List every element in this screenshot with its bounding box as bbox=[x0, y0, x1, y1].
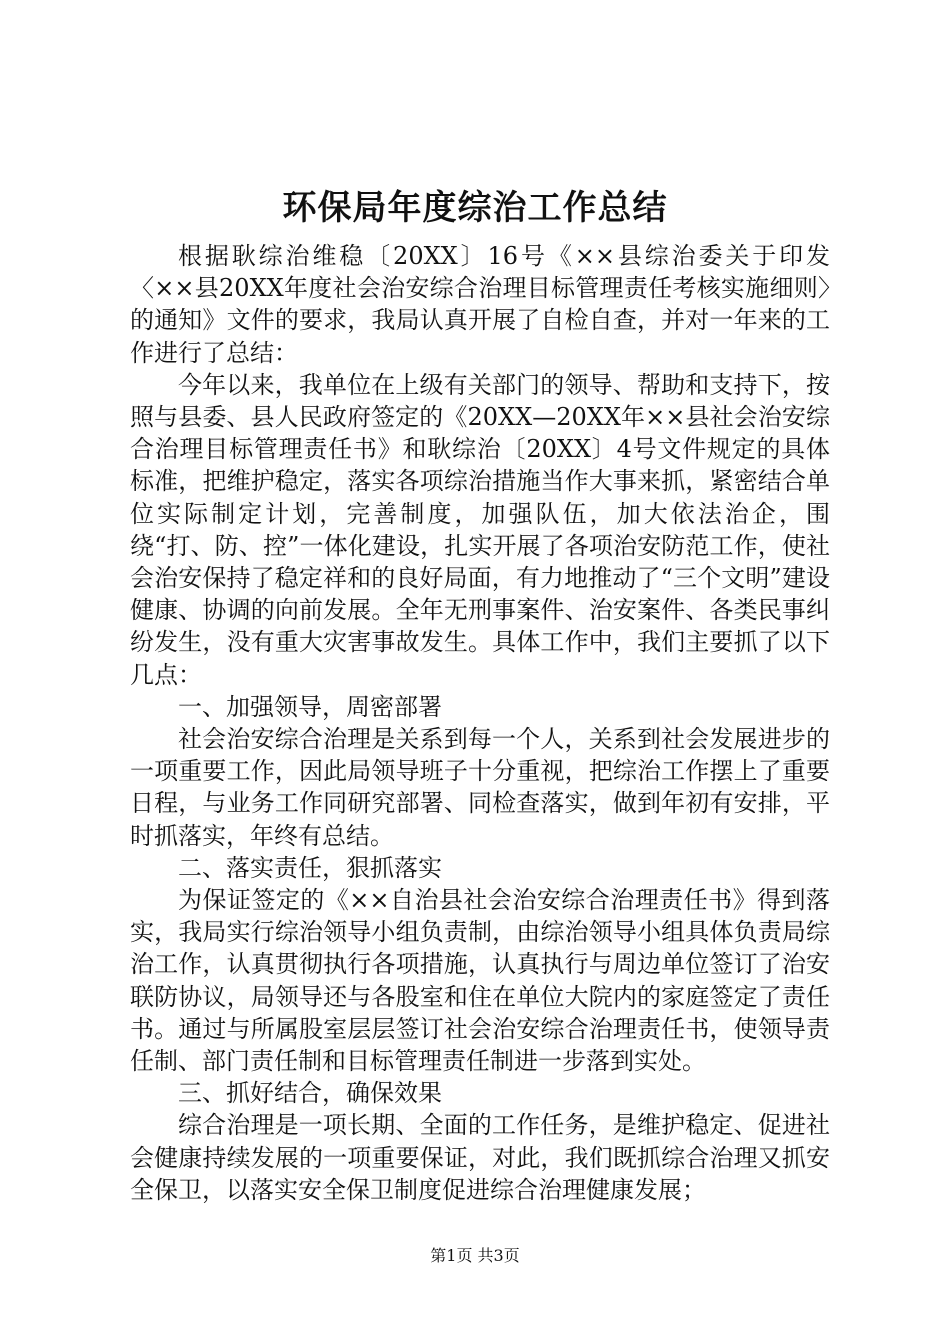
document-body bbox=[130, 240, 830, 1206]
paragraph-intro: 根据耿综治维稳〔20XX〕16号《××县综治委关于印发〈××县20XX年度社会治安综合治理目标管理责任考核实施细则〉的通知》文件的要求，我局认真开展了自检自查，并对一年来的工作进行了总结： bbox=[130, 242, 830, 367]
section-heading-1: 一、加强领导，周密部署 bbox=[178, 692, 442, 721]
paragraph-section-1: 社会治安综合治理是关系到每一个人，关系到社会发展进步的一项重要工作，因此局领导班子十分重视，把综治工作摆上了重要日程，与业务工作同研究部署、同检查落实，做到年初有安排，平时抓落实，年终有总结。 bbox=[130, 725, 830, 850]
document-title: 环保局年度综治工作总结 bbox=[282, 188, 668, 228]
paragraph-section-3: 综合治理是一项长期、全面的工作任务，是维护稳定、促进社会健康持续发展的一项重要保证，对此，我们既抓综合治理又抓安全保卫，以落实安全保卫制度促进综合治理健康发展； bbox=[130, 1111, 830, 1204]
section-heading-3: 三、抓好结合，确保效果 bbox=[178, 1079, 442, 1108]
paragraph-section-2: 为保证签定的《××自治县社会治安综合治理责任书》得到落实，我局实行综治领导小组负责制，由综治领导小组具体负责局综治工作，认真贯彻执行各项措施，认真执行与周边单位签订了治安联防协议，局领导还与各股室和住在单位大院内的家庭签定了责任书。通过与所属股室层层签订社会治安综合治理责任书，使领导责任制、部门责任制和目标管理责任制进一步落到实处。 bbox=[130, 886, 830, 1076]
section-heading-2: 二、落实责任，狠抓落实 bbox=[178, 853, 442, 882]
page-footer: 第1页 共3页 bbox=[430, 1246, 520, 1265]
paragraph-overview: 今年以来，我单位在上级有关部门的领导、帮助和支持下，按照与县委、县人民政府签定的《20XX—20XX年××县社会治安综合治理目标管理责任书》和耿综治〔20XX〕4号文件规定的具体标准，把维护稳定，落实各项综治措施当作大事来抓，紧密结合单位实际制定计划，完善制度，加强队伍，加大依法治企，围绕“打、防、控”一体化建设，扎实开展了各项治安防范工作，使社会治安保持了稳定祥和的良好局面，有力地推动了“三个文明”建设健康、协调的向前发展。全年无刑事案件、治安案件、各类民事纠纷发生，没有重大灾害事故发生。具体工作中，我们主要抓了以下几点： bbox=[130, 370, 830, 689]
